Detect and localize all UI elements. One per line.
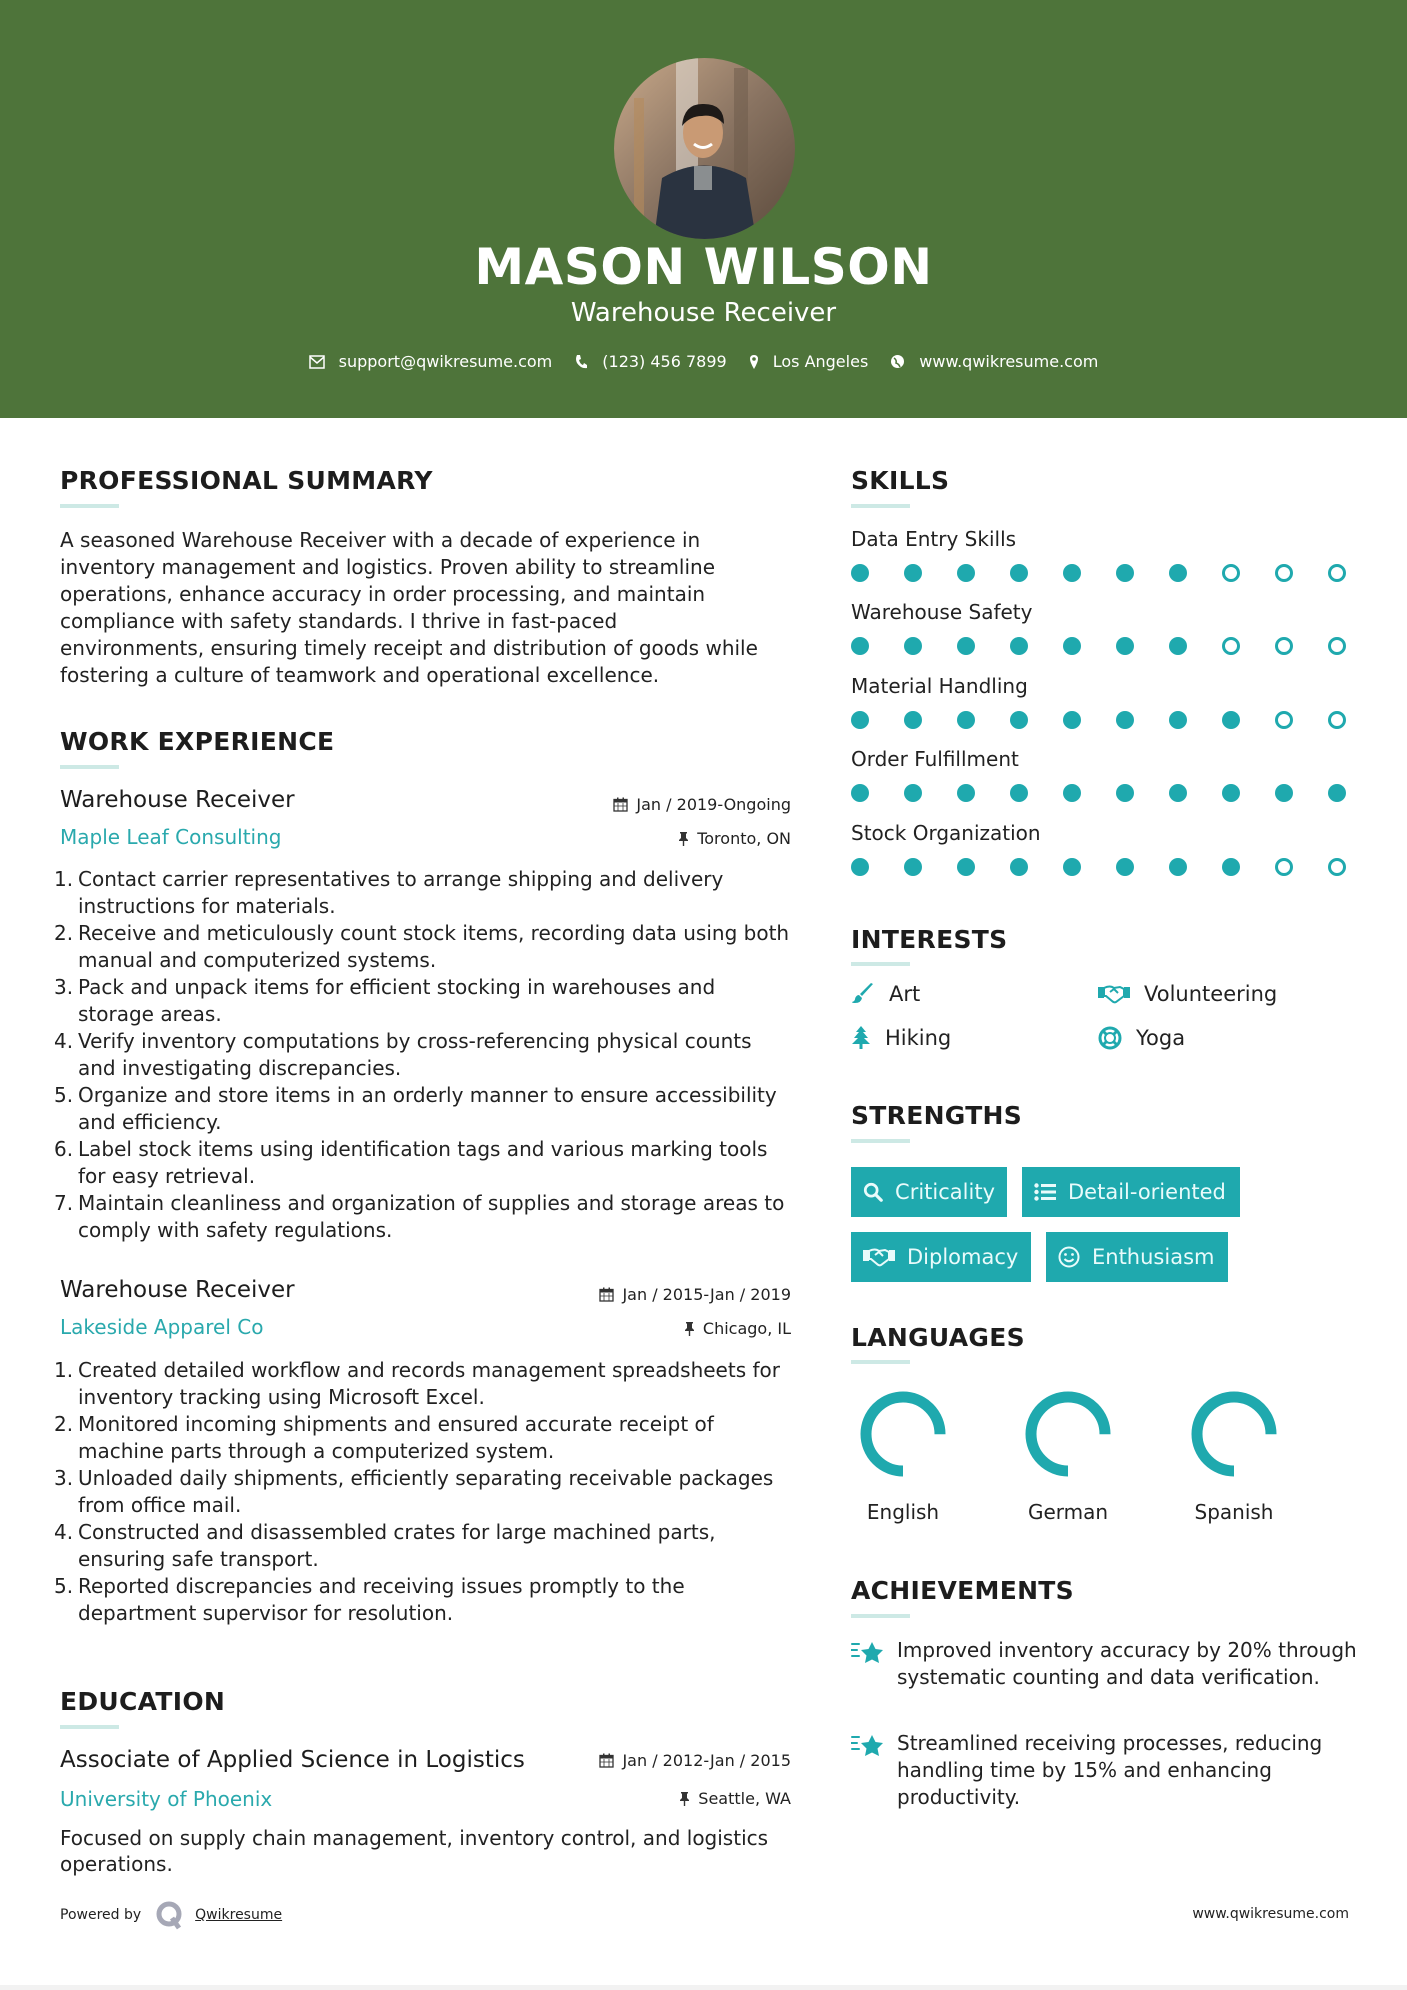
job-location	[678, 829, 791, 848]
duty-item: 2. Receive and meticulously count stock items, recording data using both manual and computerized systems.	[54, 921, 790, 972]
skill-name: Order Fulfillment	[851, 747, 1019, 771]
skill-dot-filled	[1116, 637, 1134, 655]
duty-item: 1. Created detailed workflow and records management spreadsheets for inventory tracking using Microsoft Excel.	[54, 1358, 780, 1409]
skill-dot-filled	[1116, 784, 1134, 802]
contact-website-text: www.qwikresume.com	[919, 352, 1099, 371]
language-item-spanish	[1179, 1388, 1289, 1524]
duty-item: 3. Unloaded daily shipments, efficiently separating receivable packages from office mail.	[54, 1466, 774, 1517]
resume-header	[0, 0, 1407, 418]
education-dates	[599, 1751, 791, 1770]
achievement-item	[851, 1730, 1371, 1811]
job-dates-text: Jan / 2019-Ongoing	[636, 795, 791, 814]
strength-badge-enthusiasm	[1046, 1232, 1228, 1282]
language-name: Spanish	[1194, 1500, 1274, 1524]
smile-icon	[1058, 1246, 1080, 1268]
phone-icon	[574, 354, 588, 370]
education-school: University of Phoenix	[60, 1787, 273, 1811]
calendar-icon	[599, 1287, 614, 1302]
skill-dot-filled	[1010, 858, 1028, 876]
duty-item: 1. Contact carrier representatives to arrange shipping and delivery instructions for materials.	[54, 867, 724, 918]
skill-name: Data Entry Skills	[851, 527, 1017, 551]
skill-dot-empty	[1275, 711, 1293, 729]
language-progress-ring	[1022, 1388, 1114, 1480]
education-location	[679, 1789, 791, 1808]
list-icon	[1034, 1183, 1056, 1201]
life-ring-icon	[1098, 1026, 1122, 1050]
interest-item-yoga	[1098, 1026, 1185, 1050]
thumbtack-icon	[678, 831, 689, 846]
skill-rating	[851, 711, 1381, 729]
interest-label: Volunteering	[1144, 982, 1278, 1006]
calendar-icon	[599, 1753, 614, 1768]
skill-dot-empty	[1275, 564, 1293, 582]
section-underline	[60, 1725, 119, 1729]
skill-rating	[851, 858, 1381, 876]
search-icon	[863, 1181, 883, 1203]
job-dates	[599, 1285, 791, 1304]
globe-icon	[890, 354, 905, 369]
skill-dot-filled	[1063, 711, 1081, 729]
interest-item-art	[851, 982, 920, 1006]
interest-item-hiking	[851, 1026, 951, 1050]
strength-badge-diplomacy	[851, 1232, 1031, 1282]
thumbtack-icon	[679, 1791, 690, 1806]
paintbrush-icon	[851, 983, 875, 1005]
duty-item: 7. Maintain cleanliness and organization of supplies and storage areas to comply with safety regulations.	[54, 1191, 785, 1242]
duty-item: 6. Label stock items using identification tags and various marking tools for easy retrieval.	[54, 1137, 768, 1188]
skill-dot-filled	[1116, 564, 1134, 582]
language-name: German	[1027, 1500, 1109, 1524]
skill-dot-empty	[1328, 564, 1346, 582]
skill-dot-filled	[1222, 784, 1240, 802]
skill-dot-filled	[904, 564, 922, 582]
thumbtack-icon	[684, 1321, 695, 1336]
section-title-languages: LANGUAGES	[851, 1323, 1025, 1352]
contact-location	[749, 352, 869, 371]
page-bottom-edge	[0, 1985, 1407, 1990]
section-title-skills: SKILLS	[851, 466, 950, 495]
handshake-icon	[1098, 984, 1130, 1004]
skill-dot-empty	[1328, 711, 1346, 729]
skill-name: Stock Organization	[851, 821, 1041, 845]
education-degree: Associate of Applied Science in Logistics	[60, 1747, 525, 1773]
duty-item: 2. Monitored incoming shipments and ensured accurate receipt of machine parts through a computerized system.	[54, 1412, 714, 1463]
skill-dot-filled	[957, 711, 975, 729]
duty-item: 3. Pack and unpack items for efficient stocking in warehouses and storage areas.	[54, 975, 716, 1026]
skill-dot-filled	[1116, 858, 1134, 876]
education-location-text: Seattle, WA	[698, 1789, 791, 1808]
duty-item: 4. Constructed and disassembled crates for large machined parts, ensuring safe transport.	[54, 1520, 716, 1571]
section-title-summary: PROFESSIONAL SUMMARY	[60, 466, 433, 495]
skill-dot-filled	[957, 637, 975, 655]
candidate-name: MASON WILSON	[474, 238, 933, 296]
skill-dot-filled	[1328, 784, 1346, 802]
job-dates-text: Jan / 2015-Jan / 2019	[622, 1285, 791, 1304]
skill-rating	[851, 784, 1381, 802]
section-title-experience: WORK EXPERIENCE	[60, 727, 335, 756]
skill-dot-filled	[851, 858, 869, 876]
achievement-text: Improved inventory accuracy by 20% through systematic counting and data verification.	[897, 1638, 1357, 1689]
calendar-icon	[613, 797, 628, 812]
skill-dot-filled	[904, 784, 922, 802]
skill-dot-filled	[904, 711, 922, 729]
skill-dot-filled	[957, 858, 975, 876]
skill-dot-filled	[851, 784, 869, 802]
profile-photo-image	[614, 58, 795, 239]
skill-dot-filled	[1222, 711, 1240, 729]
shooting-star-icon	[851, 1639, 885, 1667]
interest-item-volunteering	[1098, 982, 1277, 1006]
language-name: English	[866, 1500, 940, 1524]
section-underline	[60, 765, 119, 769]
achievement-text: Streamlined receiving processes, reducing handling time by 15% and enhancing productivity.	[897, 1731, 1323, 1809]
skill-dot-filled	[1275, 784, 1293, 802]
skill-dot-filled	[1169, 637, 1187, 655]
skill-dot-empty	[1328, 637, 1346, 655]
footer-website-link[interactable]: www.qwikresume.com	[1192, 1906, 1349, 1922]
skill-dot-filled	[1169, 784, 1187, 802]
language-item-german	[1013, 1388, 1123, 1524]
strength-badge-criticality	[851, 1167, 1007, 1217]
skill-name: Material Handling	[851, 674, 1028, 698]
achievement-item	[851, 1637, 1371, 1691]
skill-dot-filled	[1063, 784, 1081, 802]
skill-name: Warehouse Safety	[851, 600, 1033, 624]
contact-phone[interactable]	[574, 352, 726, 371]
profile-photo	[614, 58, 795, 239]
summary-text: A seasoned Warehouse Receiver with a decade of experience in inventory management and logistics. Proven ability to streamline operations, enhance accuracy in order processing, and maintain compliance with safety standards. I thrive in fast-paced environments, ensuring timely receipt and distribution of goods while fostering a culture of teamwork and operational excellence.	[60, 528, 758, 687]
skill-dot-filled	[1010, 711, 1028, 729]
job-location-text: Toronto, ON	[697, 829, 791, 848]
job-title: Warehouse Receiver	[60, 787, 295, 813]
candidate-title: Warehouse Receiver	[570, 298, 837, 328]
duty-item: 4. Verify inventory computations by cross-referencing physical counts and investigating discrepancies.	[54, 1029, 752, 1080]
map-marker-icon	[749, 354, 759, 370]
strength-label: Criticality	[895, 1180, 995, 1204]
language-progress-ring	[1188, 1388, 1280, 1480]
section-underline	[851, 1614, 910, 1618]
interest-label: Hiking	[885, 1026, 952, 1050]
powered-by	[60, 1900, 282, 1930]
strength-label: Diplomacy	[907, 1245, 1019, 1269]
tree-icon	[851, 1026, 871, 1050]
skill-dot-filled	[1010, 784, 1028, 802]
section-title-achievements: ACHIEVEMENTS	[851, 1576, 1074, 1605]
skill-dot-filled	[1169, 564, 1187, 582]
shooting-star-icon	[851, 1732, 885, 1760]
section-underline	[60, 504, 119, 508]
interest-label: Yoga	[1136, 1026, 1186, 1050]
envelope-icon	[309, 355, 325, 369]
duty-item: 5. Organize and store items in an orderly manner to ensure accessibility and efficiency.	[54, 1083, 777, 1134]
strength-badge-detail-oriented	[1022, 1167, 1240, 1217]
duty-item: 5. Reported discrepancies and receiving issues promptly to the department supervisor for resolution.	[54, 1574, 685, 1625]
skill-dot-filled	[851, 637, 869, 655]
skill-dot-filled	[851, 564, 869, 582]
skill-dot-filled	[1063, 858, 1081, 876]
skill-dot-empty	[1275, 637, 1293, 655]
section-title-education: EDUCATION	[60, 1687, 226, 1716]
job-location	[684, 1319, 791, 1338]
job-duties-list	[54, 1357, 794, 1627]
skill-dot-empty	[1222, 637, 1240, 655]
job-dates	[613, 795, 791, 814]
contact-phone-text: (123) 456 7899	[602, 352, 727, 371]
handshake-icon	[863, 1247, 895, 1267]
job-location-text: Chicago, IL	[702, 1319, 791, 1338]
skill-dot-filled	[1116, 711, 1134, 729]
interest-label: Art	[889, 982, 921, 1006]
section-title-interests: INTERESTS	[851, 925, 1008, 954]
skill-dot-filled	[1222, 858, 1240, 876]
skill-dot-filled	[1063, 564, 1081, 582]
language-progress-ring	[857, 1388, 949, 1480]
skill-rating	[851, 637, 1381, 655]
skill-dot-filled	[904, 858, 922, 876]
section-title-strengths: STRENGTHS	[851, 1101, 1023, 1130]
job-title: Warehouse Receiver	[60, 1277, 295, 1303]
powered-by-label: Powered by	[60, 1907, 142, 1923]
education-description: Focused on supply chain management, inventory control, and logistics operations.	[60, 1826, 769, 1876]
skill-dot-filled	[904, 637, 922, 655]
contact-email[interactable]	[309, 352, 553, 371]
skill-dot-filled	[1169, 858, 1187, 876]
qwikresume-link[interactable]: Qwikresume	[195, 1907, 283, 1923]
section-underline	[851, 1360, 910, 1364]
strength-label: Enthusiasm	[1092, 1245, 1215, 1269]
job-company: Maple Leaf Consulting	[60, 825, 282, 849]
skill-dot-filled	[851, 711, 869, 729]
skill-dot-filled	[1063, 637, 1081, 655]
contact-location-text: Los Angeles	[772, 352, 869, 371]
skill-dot-filled	[957, 784, 975, 802]
job-duties-list	[54, 866, 794, 1244]
skill-dot-empty	[1275, 858, 1293, 876]
contact-bar	[0, 352, 1407, 371]
language-item-english	[848, 1388, 958, 1524]
section-underline	[851, 504, 910, 508]
contact-email-text: support@qwikresume.com	[338, 352, 553, 371]
skill-dot-filled	[957, 564, 975, 582]
skill-dot-filled	[1010, 637, 1028, 655]
skill-rating	[851, 564, 1381, 582]
qwikresume-logo-icon	[155, 1900, 185, 1930]
section-underline	[851, 962, 910, 966]
section-underline	[851, 1139, 910, 1143]
skill-dot-filled	[1010, 564, 1028, 582]
skill-dot-filled	[1169, 711, 1187, 729]
contact-website[interactable]	[890, 352, 1098, 371]
education-dates-text: Jan / 2012-Jan / 2015	[622, 1751, 791, 1770]
job-company: Lakeside Apparel Co	[60, 1315, 264, 1339]
strength-label: Detail-oriented	[1068, 1180, 1226, 1204]
skill-dot-empty	[1222, 564, 1240, 582]
skill-dot-empty	[1328, 858, 1346, 876]
